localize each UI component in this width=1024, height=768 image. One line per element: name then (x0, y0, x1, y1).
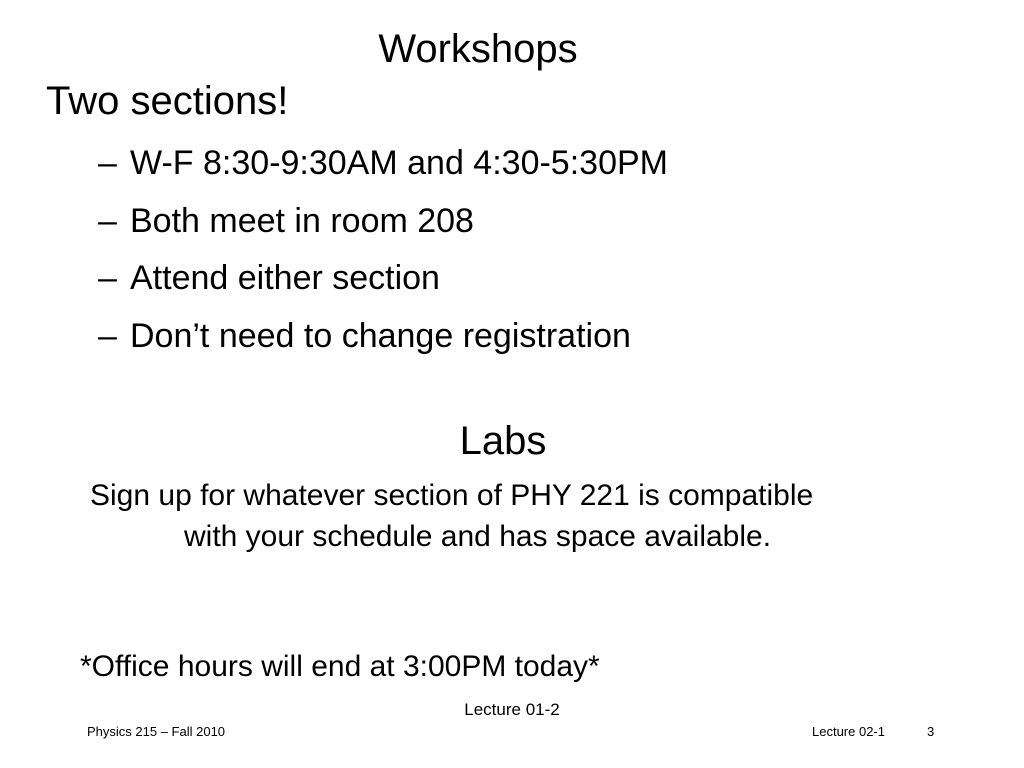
bullet-dash: – (98, 144, 117, 182)
footer-lecture-label: Lecture 01-2 (464, 700, 560, 719)
office-hours-note: *Office hours will end at 3:00PM today* (80, 650, 600, 683)
slide-number: 3 (927, 724, 935, 739)
bullet-text: Don’t need to change registration (130, 317, 631, 355)
bullet-text: Both meet in room 208 (130, 202, 474, 240)
footer-lecture-id: Lecture 02-1 (812, 724, 885, 739)
bullet-item (98, 316, 631, 356)
bullet-dash: – (98, 202, 117, 240)
labs-title: Labs (459, 419, 547, 463)
bullet-item (98, 143, 668, 183)
section-heading: Two sections! (46, 79, 289, 123)
bullet-dash: – (98, 259, 117, 297)
labs-text-line-1: Sign up for whatever section of PHY 221 is compatible (90, 479, 814, 512)
bullet-dash: – (98, 317, 117, 355)
bullet-item (98, 201, 474, 241)
bullet-text: W-F 8:30-9:30AM and 4:30-5:30PM (130, 144, 668, 182)
bullet-text: Attend either section (130, 259, 440, 297)
labs-text-line-2: with your schedule and has space available. (184, 520, 772, 553)
bullet-item (98, 258, 440, 298)
slide-title: Workshops (378, 27, 578, 71)
footer-course-label: Physics 215 – Fall 2010 (87, 724, 226, 739)
